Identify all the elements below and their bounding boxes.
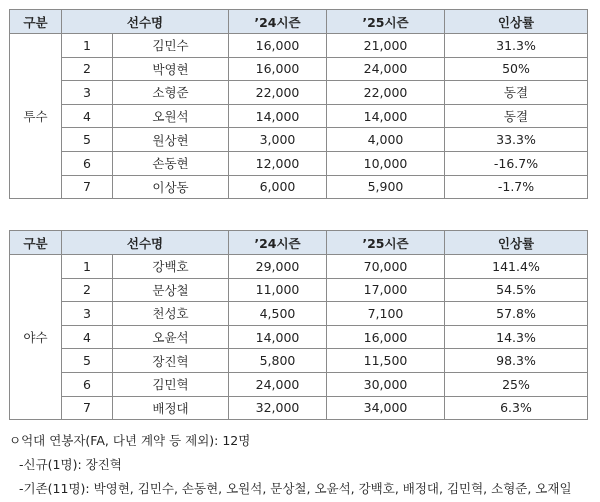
raise-rate: 14.3% bbox=[445, 325, 588, 349]
raise-rate: 25% bbox=[445, 372, 588, 396]
player-name: 박영현 bbox=[113, 57, 229, 81]
salary-2024: 16,000 bbox=[229, 34, 327, 58]
raise-rate: 50% bbox=[445, 57, 588, 81]
raise-rate: 동결 bbox=[445, 104, 588, 128]
raise-rate: 141.4% bbox=[445, 255, 588, 279]
table-row bbox=[10, 302, 588, 326]
row-number: 3 bbox=[62, 81, 113, 105]
raise-rate: 동결 bbox=[445, 81, 588, 105]
pitcher-salary-table bbox=[9, 9, 588, 199]
player-name: 강백호 bbox=[113, 255, 229, 279]
player-name: 원상현 bbox=[113, 128, 229, 152]
col-header-2025: ’25시즌 bbox=[327, 10, 445, 34]
raise-rate: 6.3% bbox=[445, 396, 588, 420]
salary-2025: 34,000 bbox=[327, 396, 445, 420]
table-row bbox=[10, 104, 588, 128]
col-header-name: 선수명 bbox=[62, 231, 229, 255]
row-number: 7 bbox=[62, 396, 113, 420]
player-name: 김민수 bbox=[113, 34, 229, 58]
row-number: 4 bbox=[62, 104, 113, 128]
salary-2024: 5,800 bbox=[229, 349, 327, 373]
row-number: 6 bbox=[62, 372, 113, 396]
note-new: -신규(1명): 장진혁 bbox=[19, 457, 122, 472]
player-name: 배정대 bbox=[113, 396, 229, 420]
table-row bbox=[10, 175, 588, 199]
salary-2024: 22,000 bbox=[229, 81, 327, 105]
fielder-salary-table bbox=[9, 230, 588, 420]
col-header-group: 구분 bbox=[10, 10, 62, 34]
row-number: 6 bbox=[62, 151, 113, 175]
raise-rate: -1.7% bbox=[445, 175, 588, 199]
table-header-row bbox=[10, 231, 588, 255]
salary-2024: 24,000 bbox=[229, 372, 327, 396]
salary-2025: 14,000 bbox=[327, 104, 445, 128]
table-row bbox=[10, 81, 588, 105]
salary-2024: 16,000 bbox=[229, 57, 327, 81]
salary-2025: 10,000 bbox=[327, 151, 445, 175]
raise-rate: 33.3% bbox=[445, 128, 588, 152]
col-header-raise: 인상률 bbox=[445, 231, 588, 255]
table-row bbox=[10, 151, 588, 175]
table-row bbox=[10, 255, 588, 279]
player-name: 손동현 bbox=[113, 151, 229, 175]
salary-2025: 11,500 bbox=[327, 349, 445, 373]
row-number: 2 bbox=[62, 57, 113, 81]
salary-2025: 70,000 bbox=[327, 255, 445, 279]
player-name: 김민혁 bbox=[113, 372, 229, 396]
salary-2025: 30,000 bbox=[327, 372, 445, 396]
salary-2025: 7,100 bbox=[327, 302, 445, 326]
col-header-group: 구분 bbox=[10, 231, 62, 255]
salary-2024: 11,000 bbox=[229, 278, 327, 302]
row-number: 5 bbox=[62, 349, 113, 373]
col-header-2025: ’25시즌 bbox=[327, 231, 445, 255]
raise-rate: 98.3% bbox=[445, 349, 588, 373]
raise-rate: 57.8% bbox=[445, 302, 588, 326]
salary-2024: 29,000 bbox=[229, 255, 327, 279]
table-header-row bbox=[10, 10, 588, 34]
table-row bbox=[10, 34, 588, 58]
player-name: 천성호 bbox=[113, 302, 229, 326]
salary-2025: 5,900 bbox=[327, 175, 445, 199]
note-summary: ㅇ억대 연봉자(FA, 다년 계약 등 제외): 12명 bbox=[9, 433, 251, 448]
note-existing: -기존(11명): 박영현, 김민수, 손동현, 오원석, 문상철, 오윤석, 강백호, 배정대, 김민혁, 소형준, 오재일 bbox=[19, 481, 572, 496]
salary-2024: 32,000 bbox=[229, 396, 327, 420]
row-number: 1 bbox=[62, 255, 113, 279]
table-row bbox=[10, 128, 588, 152]
col-header-name: 선수명 bbox=[62, 10, 229, 34]
table-row bbox=[10, 349, 588, 373]
row-number: 3 bbox=[62, 302, 113, 326]
player-name: 이상동 bbox=[113, 175, 229, 199]
salary-2025: 4,000 bbox=[327, 128, 445, 152]
table-row bbox=[10, 372, 588, 396]
row-number: 7 bbox=[62, 175, 113, 199]
notes-section bbox=[9, 429, 572, 501]
group-label-fielder: 야수 bbox=[10, 255, 62, 420]
raise-rate: 54.5% bbox=[445, 278, 588, 302]
player-name: 오윤석 bbox=[113, 325, 229, 349]
player-name: 장진혁 bbox=[113, 349, 229, 373]
salary-2025: 16,000 bbox=[327, 325, 445, 349]
salary-2024: 12,000 bbox=[229, 151, 327, 175]
salary-2024: 4,500 bbox=[229, 302, 327, 326]
salary-2024: 6,000 bbox=[229, 175, 327, 199]
salary-2025: 24,000 bbox=[327, 57, 445, 81]
player-name: 소형준 bbox=[113, 81, 229, 105]
col-header-2024: ’24시즌 bbox=[229, 10, 327, 34]
table-row bbox=[10, 278, 588, 302]
col-header-raise: 인상률 bbox=[445, 10, 588, 34]
player-name: 오원석 bbox=[113, 104, 229, 128]
row-number: 1 bbox=[62, 34, 113, 58]
table-row bbox=[10, 396, 588, 420]
salary-2024: 14,000 bbox=[229, 104, 327, 128]
raise-rate: 31.3% bbox=[445, 34, 588, 58]
player-name: 문상철 bbox=[113, 278, 229, 302]
salary-2025: 22,000 bbox=[327, 81, 445, 105]
salary-2024: 14,000 bbox=[229, 325, 327, 349]
salary-2025: 17,000 bbox=[327, 278, 445, 302]
table-row bbox=[10, 325, 588, 349]
raise-rate: -16.7% bbox=[445, 151, 588, 175]
row-number: 5 bbox=[62, 128, 113, 152]
salary-2024: 3,000 bbox=[229, 128, 327, 152]
table-row bbox=[10, 57, 588, 81]
salary-2025: 21,000 bbox=[327, 34, 445, 58]
col-header-2024: ’24시즌 bbox=[229, 231, 327, 255]
row-number: 4 bbox=[62, 325, 113, 349]
group-label-pitcher: 투수 bbox=[10, 34, 62, 199]
row-number: 2 bbox=[62, 278, 113, 302]
